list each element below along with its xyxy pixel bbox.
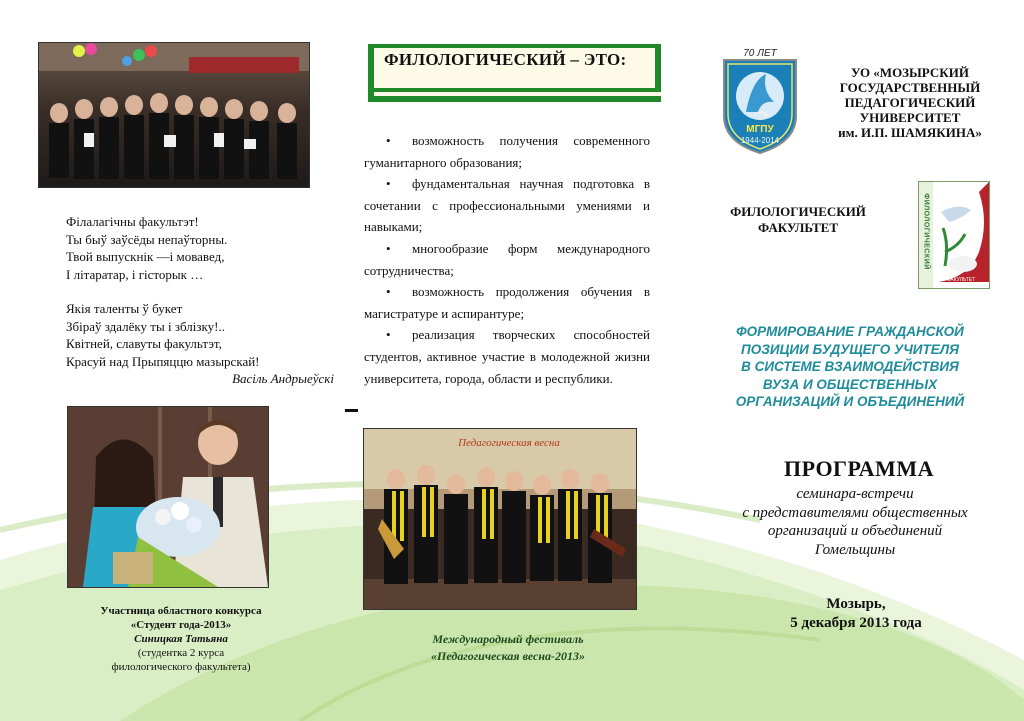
faculty-name bbox=[718, 204, 878, 236]
program-subtitle-line: семинара-встречи bbox=[796, 486, 914, 502]
poem-line: Квітней, славуты факультэт, bbox=[66, 336, 222, 351]
university-name-line: ПЕДАГОГИЧЕСКИЙ bbox=[844, 95, 976, 110]
theme-line: ВУЗА И ОБЩЕСТВЕННЫХ bbox=[762, 376, 938, 392]
emblem-years: 70 ЛЕТ bbox=[743, 48, 777, 59]
list-item-text: реализация творческих способностей студентов, активное участие в молодежной жизни университета, города, области и республики. bbox=[364, 327, 650, 386]
theme-line: ОРГАНИЗАЦИЙ И ОБЪЕДИНЕНИЙ bbox=[735, 394, 965, 409]
poem-author: Васіль Андрыеўскі bbox=[232, 371, 334, 386]
emblem-abbr: МГПУ bbox=[746, 124, 774, 135]
program-subtitle-line: организаций и объединений bbox=[767, 523, 943, 539]
faculty-name-line: ФАКУЛЬТЕТ bbox=[757, 220, 839, 235]
student-caption-line: (студентка 2 курса bbox=[137, 647, 225, 659]
student-caption-line: «Студент года-2013» bbox=[130, 619, 232, 631]
list-item bbox=[364, 173, 650, 238]
program-subtitle-line: с представителями общественных bbox=[742, 504, 968, 521]
student-photo bbox=[67, 406, 269, 588]
program-subtitle bbox=[690, 485, 1020, 559]
theme-line: ФОРМИРОВАНИЕ ГРАЖДАНСКОЙ bbox=[736, 324, 964, 339]
faculty-logo bbox=[918, 181, 990, 289]
bullet-icon: • bbox=[386, 240, 391, 256]
list-item bbox=[364, 130, 650, 173]
list-item-text: фундаментальная научная подготовка в сочетании с профессиональными умениями и навыками; bbox=[364, 176, 650, 235]
list-item-text: многообразие форм международного сотрудничества; bbox=[364, 240, 650, 278]
emblem-dates: 1944-2014 bbox=[740, 136, 780, 145]
university-emblem bbox=[722, 50, 798, 154]
student-name: Синицкая Татьяна bbox=[134, 633, 228, 645]
date: 5 декабря 2013 года bbox=[790, 615, 922, 631]
list-item-text: возможность продолжения обучения в магистратуре и аспирантуре; bbox=[364, 284, 650, 321]
program-subtitle-line: Гомельщины bbox=[814, 541, 896, 558]
list-item bbox=[364, 324, 650, 389]
student-caption bbox=[66, 604, 296, 674]
list-item bbox=[364, 281, 650, 324]
poem-line: Якія таленты ў букет bbox=[66, 301, 183, 316]
university-name-line: УНИВЕРСИТЕТ bbox=[859, 110, 961, 125]
program-heading: ПРОГРАММА bbox=[784, 456, 934, 481]
university-name bbox=[812, 65, 1008, 140]
festival-banner-text: Педагогическая весна bbox=[458, 437, 560, 449]
city: Мозырь, bbox=[826, 596, 886, 612]
list-item-text: возможность получения современного гуманитарного образования; bbox=[364, 133, 650, 170]
place-date bbox=[720, 595, 992, 633]
bullet-icon: • bbox=[386, 176, 391, 192]
festival-caption-line: «Педагогическая весна-2013» bbox=[431, 649, 585, 663]
student-caption-line: Участница областного конкурса bbox=[100, 605, 262, 617]
bullet-icon: • bbox=[386, 133, 391, 148]
university-name-line: УО «МОЗЫРСКИЙ bbox=[851, 65, 969, 80]
poem-line: Збіраў здалёку ты і зблізку!.. bbox=[66, 318, 225, 334]
festival-caption bbox=[360, 631, 656, 665]
university-name-line: им. И.П. ШАМЯКИНА» bbox=[838, 125, 982, 140]
seminar-theme bbox=[700, 323, 1000, 411]
poem-line: І літаратар, і гісторык … bbox=[66, 266, 204, 282]
bullet-icon: • bbox=[386, 327, 391, 343]
poem-line: Красуй над Прыпяццю мазырскай! bbox=[66, 353, 260, 369]
philology-banner bbox=[368, 44, 661, 102]
list-item bbox=[364, 238, 650, 281]
poem-line: Філалагічны факультэт! bbox=[66, 214, 199, 229]
festival-caption-line: Международный фестиваль bbox=[432, 632, 584, 646]
student-caption-line: филологического факультета) bbox=[111, 661, 251, 673]
poem bbox=[66, 213, 336, 388]
advantages-list bbox=[364, 130, 650, 389]
festival-photo bbox=[363, 428, 637, 610]
dash-mark bbox=[345, 409, 358, 412]
theme-line: ПОЗИЦИИ БУДУЩЕГО УЧИТЕЛЯ bbox=[740, 341, 959, 357]
poem-line: Твой выпускнік —і мовавед, bbox=[66, 249, 225, 264]
banner-title: ФИЛОЛОГИЧЕСКИЙ – ЭТО: bbox=[384, 50, 627, 69]
bullet-icon: • bbox=[386, 284, 391, 300]
university-name-line: ГОСУДАРСТВЕННЫЙ bbox=[839, 80, 981, 95]
theme-line: В СИСТЕМЕ ВЗАИМОДЕЙСТВИЯ bbox=[741, 359, 959, 374]
poem-line: Ты быў заўсёды непаўторны. bbox=[66, 231, 228, 247]
group-photo bbox=[38, 42, 310, 188]
faculty-logo-text: ФИЛОЛОГИЧЕСКИЙ bbox=[922, 193, 930, 270]
faculty-name-line: ФИЛОЛОГИЧЕСКИЙ bbox=[730, 204, 866, 219]
faculty-logo-small: ФАКУЛЬТЕТ bbox=[946, 277, 976, 283]
